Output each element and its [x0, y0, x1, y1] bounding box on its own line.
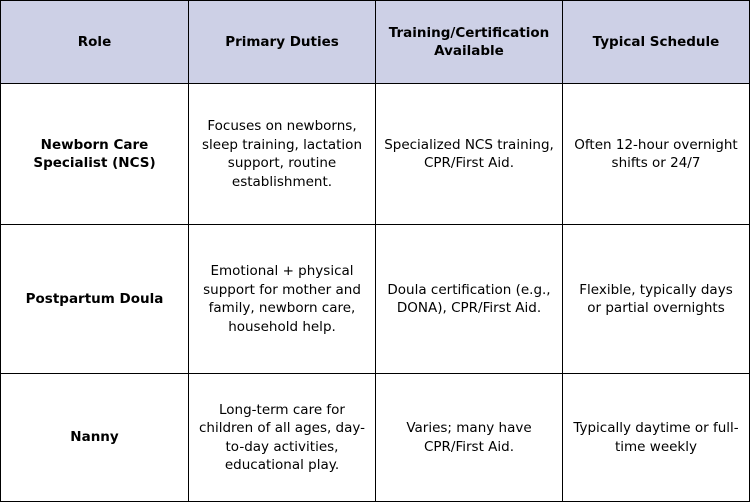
schedule-cell: Flexible, typically days or partial overnights [563, 225, 750, 374]
header-role: Role [1, 1, 189, 84]
duties-cell: Emotional + physical support for mother and family, newborn care, household help. [189, 225, 376, 374]
training-cell: Varies; many have CPR/First Aid. [376, 374, 563, 502]
role-cell: Postpartum Doula [1, 225, 189, 374]
role-cell: Newborn Care Specialist (NCS) [1, 84, 189, 225]
table-row [1, 225, 750, 374]
header-primary-duties: Primary Duties [189, 1, 376, 84]
table-row [1, 84, 750, 225]
table-row [1, 374, 750, 502]
duties-cell: Long-term care for children of all ages, day-to-day activities, educational play. [189, 374, 376, 502]
header-training: Training/Certification Available [376, 1, 563, 84]
duties-cell: Focuses on newborns, sleep training, lactation support, routine establishment. [189, 84, 376, 225]
training-cell: Specialized NCS training, CPR/First Aid. [376, 84, 563, 225]
schedule-cell: Often 12-hour overnight shifts or 24/7 [563, 84, 750, 225]
header-schedule: Typical Schedule [563, 1, 750, 84]
training-cell: Doula certification (e.g., DONA), CPR/First Aid. [376, 225, 563, 374]
table-header-row [1, 1, 750, 84]
role-cell: Nanny [1, 374, 189, 502]
schedule-cell: Typically daytime or full-time weekly [563, 374, 750, 502]
